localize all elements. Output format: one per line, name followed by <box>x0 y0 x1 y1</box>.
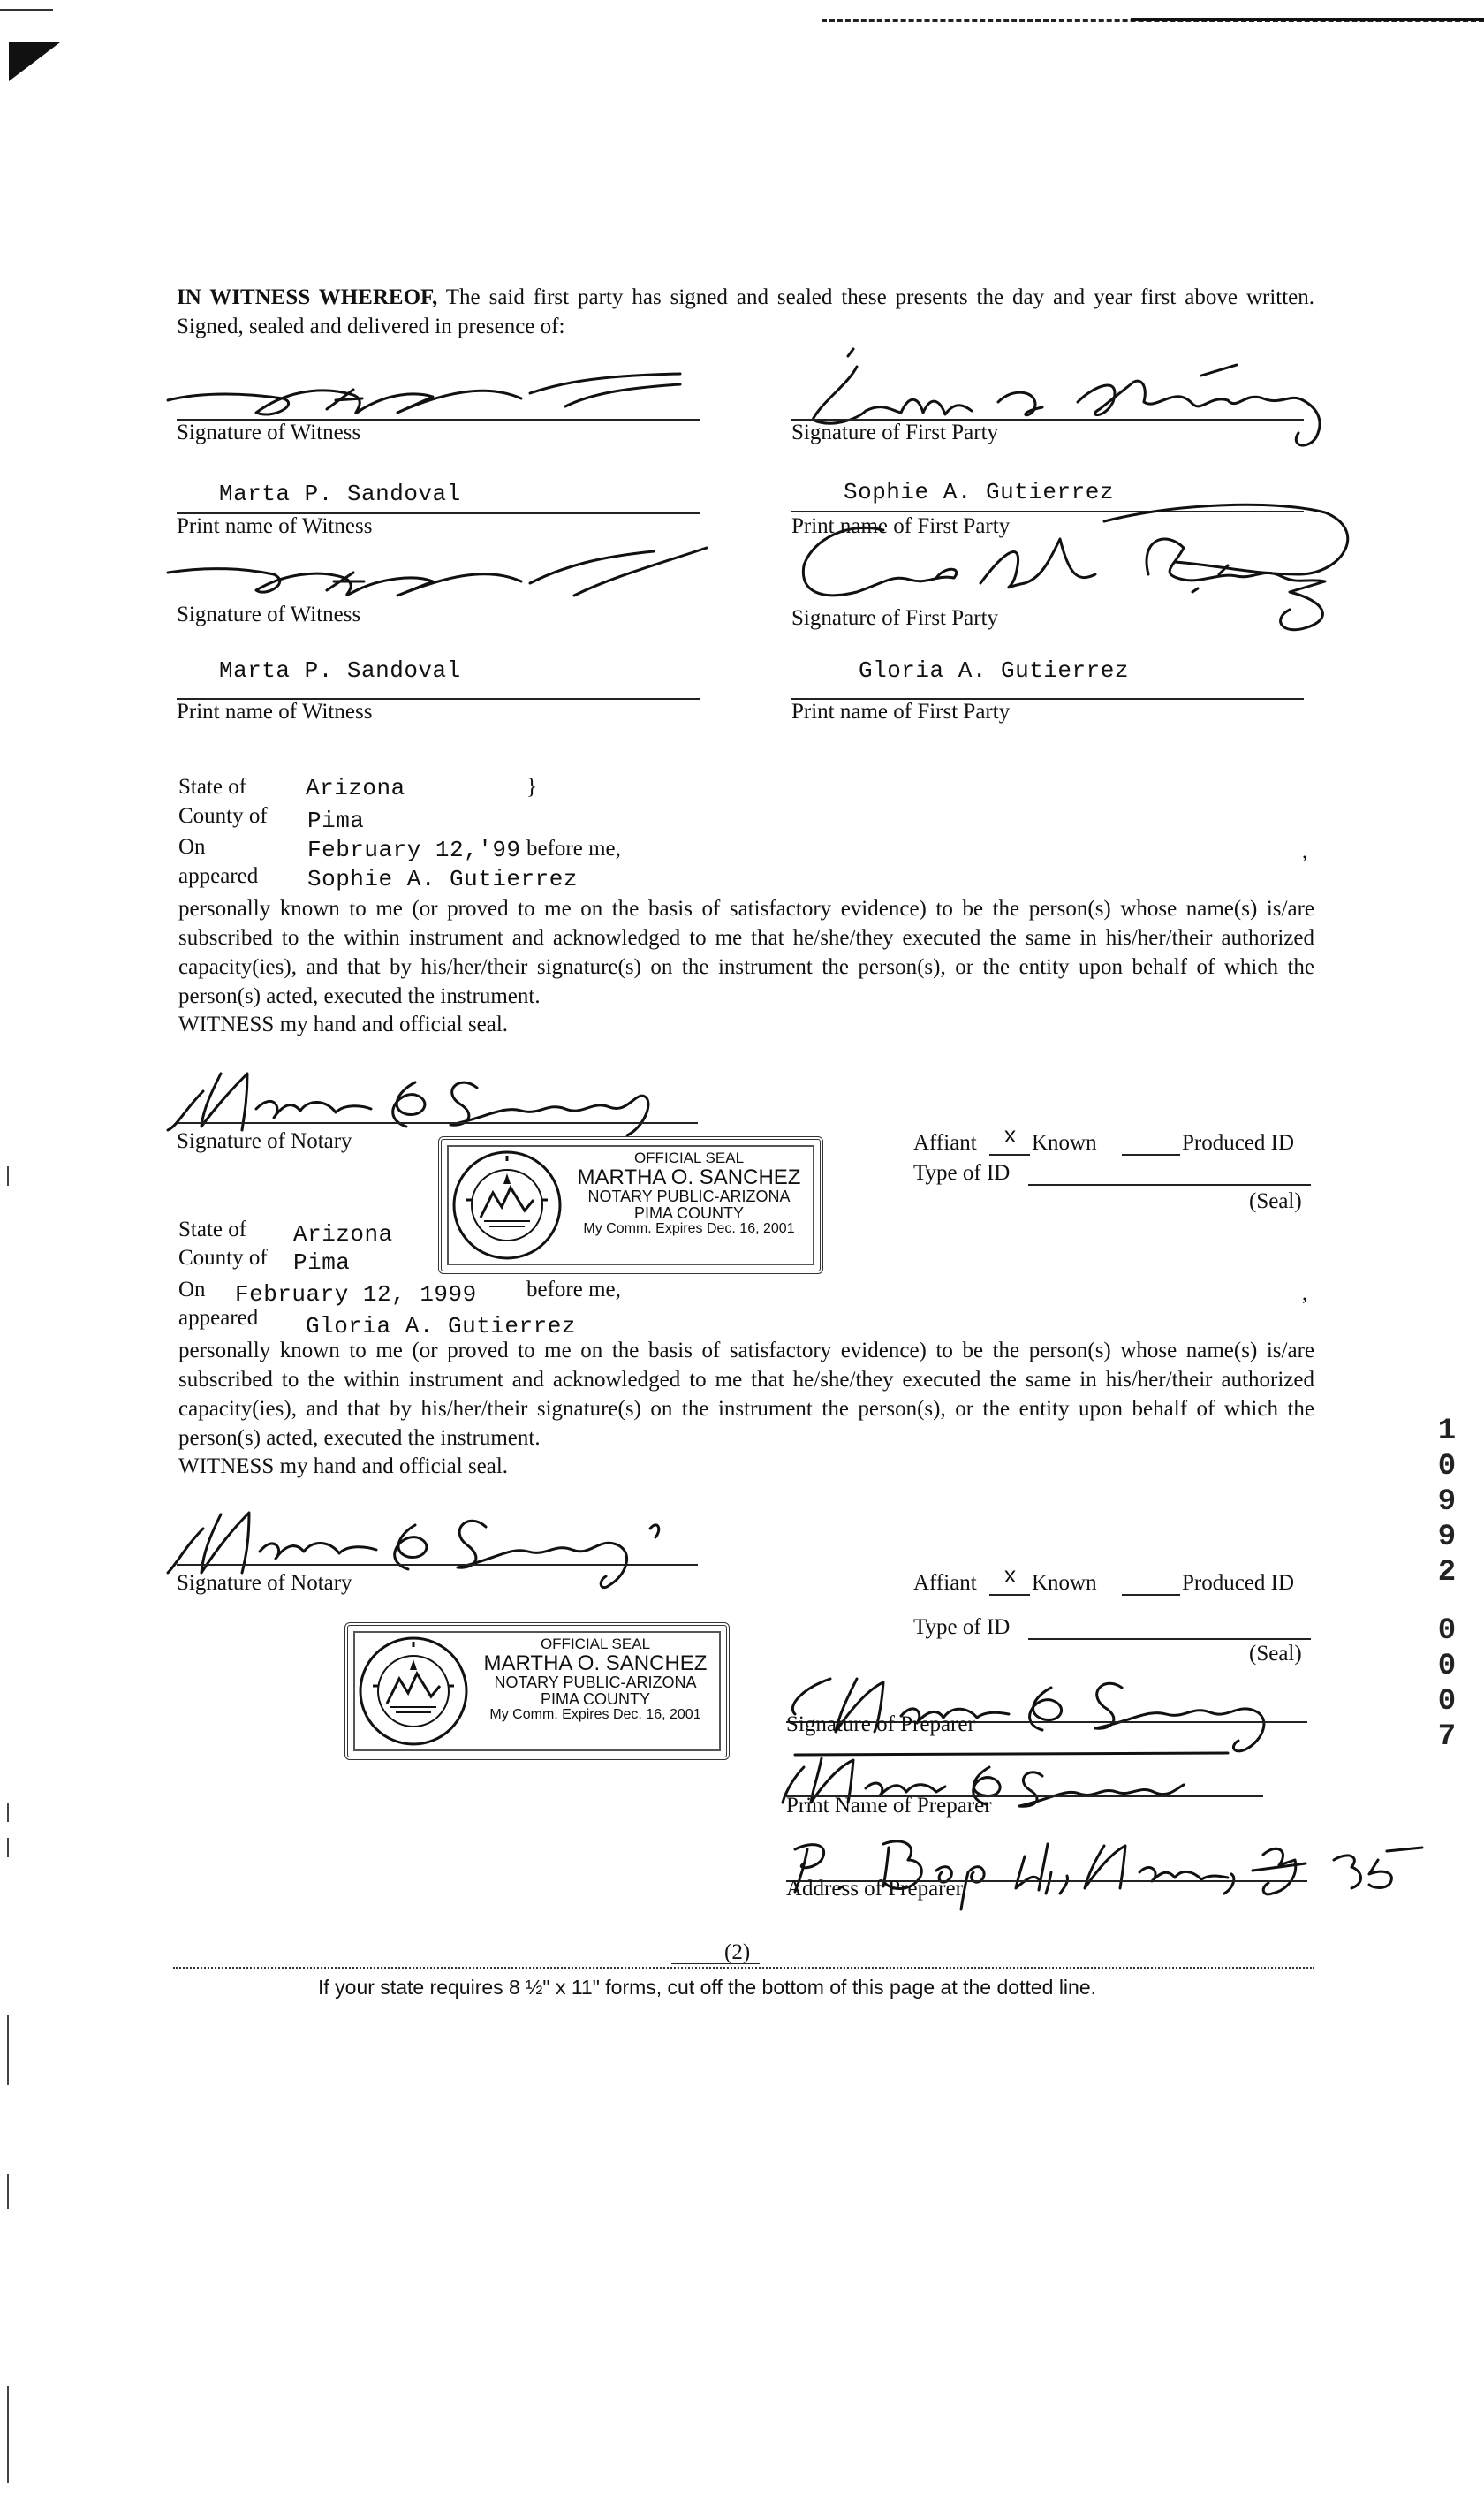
ack-2-notary-label: Signature of Notary <box>177 1571 352 1595</box>
notary-seal-1 <box>438 1136 823 1274</box>
ack-1-appeared: Sophie A. Gutierrez <box>307 866 578 892</box>
ack-2-type-id-line <box>1028 1638 1311 1640</box>
ack-2-county-label: County of <box>178 1246 268 1270</box>
state-seal-emblem-icon <box>355 1633 472 1749</box>
page-number: (2) <box>724 1940 751 1964</box>
preparer-address-label: Address of Preparer <box>786 1877 963 1901</box>
seal-1-expires: My Comm. Expires Dec. 16, 2001 <box>583 1220 795 1236</box>
recording-digit: 0 <box>1437 1650 1457 1683</box>
ack-1-county: Pima <box>307 808 365 834</box>
cut-line <box>173 1967 1314 1969</box>
witness-2-print-name: Marta P. Sandoval <box>219 657 461 684</box>
ack-1-on-label: On <box>178 835 206 859</box>
ack-1-type-id-line <box>1028 1184 1311 1186</box>
scan-artifact <box>7 2174 9 2209</box>
seal-2-name: MARTHA O. SANCHEZ <box>483 1651 708 1675</box>
recording-digit: 0 <box>1437 1614 1457 1648</box>
preparer-signature-label: Signature of Preparer <box>786 1712 975 1736</box>
ack-1-witness-line: WITNESS my hand and official seal. <box>178 1013 509 1036</box>
first-party-2-print-label: Print name of First Party <box>791 700 1011 724</box>
scan-artifact <box>7 2386 9 2483</box>
first-party-2-signature <box>760 504 1369 663</box>
seal-1-text <box>565 1150 813 1237</box>
seal-1-name: MARTHA O. SANCHEZ <box>577 1165 801 1189</box>
ack-1-known-label: Known <box>1032 1131 1097 1155</box>
seal-1-title: OFFICIAL SEAL <box>633 1150 745 1166</box>
ack-1-notary-line <box>177 1122 698 1124</box>
preparer-address-handwritten <box>768 1825 1440 1922</box>
recording-digit: 9 <box>1437 1521 1457 1554</box>
recording-digit: 2 <box>1437 1556 1457 1590</box>
ack-1-produced-label: Produced ID <box>1182 1131 1295 1155</box>
first-party-1-print-label: Print name of First Party <box>791 514 1011 538</box>
seal-2-county: PIMA COUNTY <box>540 1689 650 1708</box>
recording-digit: 7 <box>1437 1720 1457 1754</box>
ack-1-notary-label: Signature of Notary <box>177 1129 352 1153</box>
ack-2-state-label: State of <box>178 1218 247 1241</box>
scan-artifact <box>7 2015 9 2085</box>
witness-2-signature-label: Signature of Witness <box>177 603 361 626</box>
witness-2-print-label: Print name of Witness <box>177 700 373 724</box>
ack-2-date: February 12, 1999 <box>235 1281 477 1308</box>
first-party-1-signature-label: Signature of First Party <box>791 421 999 444</box>
ack-2-state: Arizona <box>293 1221 393 1248</box>
recording-digit: 1 <box>1437 1415 1457 1448</box>
ack-2-comma: , <box>1302 1281 1308 1305</box>
ack-1-produced-blank <box>1122 1154 1180 1156</box>
recording-number <box>1429 1414 1465 1755</box>
ack-2-affiant-label: Affiant <box>913 1571 977 1595</box>
ack-1-affiant-label: Affiant <box>913 1131 977 1155</box>
ack-1-known-blank <box>989 1154 1030 1156</box>
top-right-solid-line <box>1131 18 1484 21</box>
ack-2-produced-blank <box>1122 1594 1180 1596</box>
scan-artifact <box>7 1166 9 1186</box>
ack-2-type-id-label: Type of ID <box>913 1615 1011 1639</box>
ack-1-appeared-label: appeared <box>178 864 259 888</box>
ack-2-on-label: On <box>178 1278 206 1302</box>
ack-2-county: Pima <box>293 1249 351 1276</box>
ack-1-body: personally known to me (or proved to me on the basis of satisfactory evidence) to be the person(s) whose name(s) is/are subscribed to the within instrument and acknowledged to me that he/she/they executed the same in his/her/their authorized capacity(ies), and that by his/her/their signature(s) on the instrument the person(s), or the entity upon behalf of which the person(s) acted, executed the instrument. <box>178 897 1314 1008</box>
first-party-2-print-name: Gloria A. Gutierrez <box>859 657 1129 684</box>
top-scan-line <box>0 9 53 11</box>
intro-text: The said first party has signed and sealed these presents the day and year first above written. Signed, sealed and delivered in presence of: <box>177 285 1315 338</box>
ack-2-known-label: Known <box>1032 1571 1097 1595</box>
recording-digit: 0 <box>1437 1450 1457 1484</box>
first-party-1-signature <box>795 349 1334 464</box>
ack-1-type-id-label: Type of ID <box>913 1161 1011 1185</box>
scan-artifact <box>7 1838 9 1857</box>
ack-1-comma: , <box>1302 839 1308 863</box>
state-seal-emblem-icon <box>449 1147 565 1264</box>
ack-1-county-label: County of <box>178 804 268 828</box>
witness-1-signature-label: Signature of Witness <box>177 421 361 444</box>
witness-1-print-name: Marta P. Sandoval <box>219 481 461 507</box>
ack-2-notary-line <box>177 1564 698 1566</box>
recording-digit: 9 <box>1437 1485 1457 1519</box>
page-number-underline <box>671 1963 760 1964</box>
notary-seal-2 <box>344 1622 730 1760</box>
intro-paragraph <box>177 283 1314 341</box>
ack-2-seal-label: (Seal) <box>1249 1642 1302 1666</box>
ack-1-before-me: before me, <box>526 837 621 861</box>
first-party-1-print-name: Sophie A. Gutierrez <box>844 479 1114 505</box>
ack-2-affiant-mark: x <box>1003 1564 1018 1590</box>
ack-2-produced-label: Produced ID <box>1182 1571 1295 1595</box>
ack-2-known-blank <box>989 1594 1030 1596</box>
intro-heading: IN WITNESS WHEREOF, <box>177 285 438 309</box>
footer-note: If your state requires 8 ½" x 11" forms, cut off the bottom of this page at the dotted line. <box>318 1976 1097 1999</box>
seal-2-office: NOTARY PUBLIC-ARIZONA <box>494 1674 697 1692</box>
ack-2-body: personally known to me (or proved to me on the basis of satisfactory evidence) to be the person(s) whose name(s) is/are subscribed to the within instrument and acknowledged to me that he/she/they executed the same in his/her/their authorized capacity(ies), and that by his/her/their signature(s) on the instrument the person(s), or the entity upon behalf of which the person(s) acted, executed the instrument. <box>178 1339 1314 1450</box>
preparer-name-label: Print Name of Preparer <box>786 1794 992 1818</box>
corner-triangle-mark <box>9 42 60 81</box>
ack-2-appeared-label: appeared <box>178 1306 259 1330</box>
seal-2-text <box>472 1636 719 1723</box>
ack-1-affiant-mark: x <box>1003 1124 1018 1150</box>
ack-2-witness-line: WITNESS my hand and official seal. <box>178 1454 509 1478</box>
seal-2-title: OFFICIAL SEAL <box>540 1636 651 1652</box>
ack-2-appeared: Gloria A. Gutierrez <box>306 1313 576 1340</box>
first-party-2-signature-label: Signature of First Party <box>791 606 999 630</box>
scan-artifact <box>7 1803 9 1822</box>
ack-1-date: February 12,'99 <box>307 837 521 863</box>
ack-1-brace: } <box>526 775 537 799</box>
ack-1-state: Arizona <box>306 775 405 801</box>
seal-1-county: PIMA COUNTY <box>633 1203 744 1222</box>
seal-2-expires: My Comm. Expires Dec. 16, 2001 <box>489 1706 701 1722</box>
ack-1-seal-label: (Seal) <box>1249 1189 1302 1213</box>
ack-1-state-label: State of <box>178 775 247 799</box>
witness-1-print-label: Print name of Witness <box>177 514 373 538</box>
recording-digit: 0 <box>1437 1685 1457 1719</box>
ack-2-before-me: before me, <box>526 1278 621 1302</box>
seal-1-office: NOTARY PUBLIC-ARIZONA <box>587 1188 791 1206</box>
